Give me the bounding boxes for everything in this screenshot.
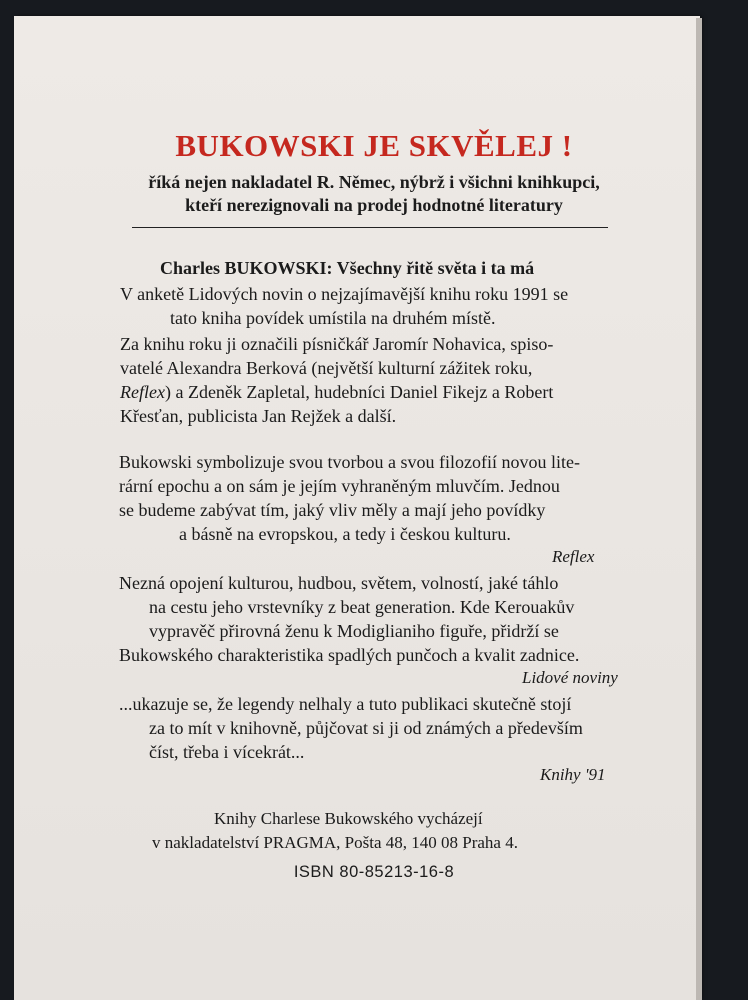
quote3-line: za to mít v knihovně, půjčovat si ji od známých a především — [149, 718, 583, 738]
tagline-line: říká nejen nakladatel R. Němec, nýbrž i všichni knihkupci, — [148, 172, 600, 192]
intro-line — [120, 380, 553, 405]
quote1-line: Bukowski symbolizuje svou tvorbou a svou filozofií novou lite- — [119, 452, 580, 472]
source-knihy-91: Knihy '91 — [540, 765, 606, 784]
book-title: Charles BUKOWSKI: Všechny řitě světa i ta má — [160, 258, 535, 278]
source-reflex: Reflex — [552, 547, 595, 566]
quote2-line: na cestu jeho vrstevníky z beat generation. Kde Kerouakův — [149, 597, 575, 617]
isbn: ISBN 80-85213-16-8 — [293, 863, 455, 881]
quote2-line: Bukowského charakteristika spadlých punčoch a kvalit zadnice. — [119, 645, 580, 665]
intro-line: Křesťan, publicista Jan Rejžek a další. — [120, 406, 397, 426]
quote1-line: a básně na evropskou, a tedy i českou kulturu. — [179, 524, 511, 544]
intro-line: vatelé Alexandra Berková (největší kulturní zážitek roku, — [120, 358, 533, 378]
source-lidove-noviny: Lidové noviny — [522, 668, 618, 687]
publisher-line: Knihy Charlese Bukowského vycházejí — [214, 809, 483, 828]
reflex-italic: Reflex — [120, 382, 165, 402]
intro-line: Za knihu roku ji označili písničkář Jaromír Nohavica, spiso- — [120, 334, 554, 354]
quote3-line: číst, třeba i vícekrát... — [149, 742, 305, 762]
headline: BUKOWSKI JE SKVĚLEJ ! — [175, 128, 573, 163]
quote3-line: ...ukazuje se, že legendy nelhaly a tuto publikaci skutečně stojí — [119, 694, 572, 714]
quote2-line: Nezná opojení kulturou, hudbou, světem, volností, jaké táhlo — [119, 573, 559, 593]
intro-line-rest: ) a Zdeněk Zapletal, hudebníci Daniel Fikejz a Robert — [164, 382, 554, 402]
book-spine-edge — [696, 18, 702, 1000]
publisher-line: v nakladatelství PRAGMA, Pošta 48, 140 08 Praha 4. — [152, 833, 518, 852]
tagline-line: kteří nerezignovali na prodej hodnotné literatury — [185, 195, 563, 215]
intro-line: V anketě Lidových novin o nejzajímavější knihu roku 1991 se — [120, 284, 569, 304]
intro-line: tato kniha povídek umístila na druhém místě. — [170, 308, 496, 328]
divider-rule — [132, 227, 608, 228]
tagline — [0, 171, 748, 217]
quote1-line: rární epochu a on sám je jejím vyhraněným mluvčím. Jednou — [119, 476, 560, 496]
quote1-line: se budeme zabývat tím, jaký vliv měly a mají jeho povídky — [119, 500, 546, 520]
quote2-line: vypravěč přirovná ženu k Modiglianiho figuře, přidrží se — [149, 621, 559, 641]
